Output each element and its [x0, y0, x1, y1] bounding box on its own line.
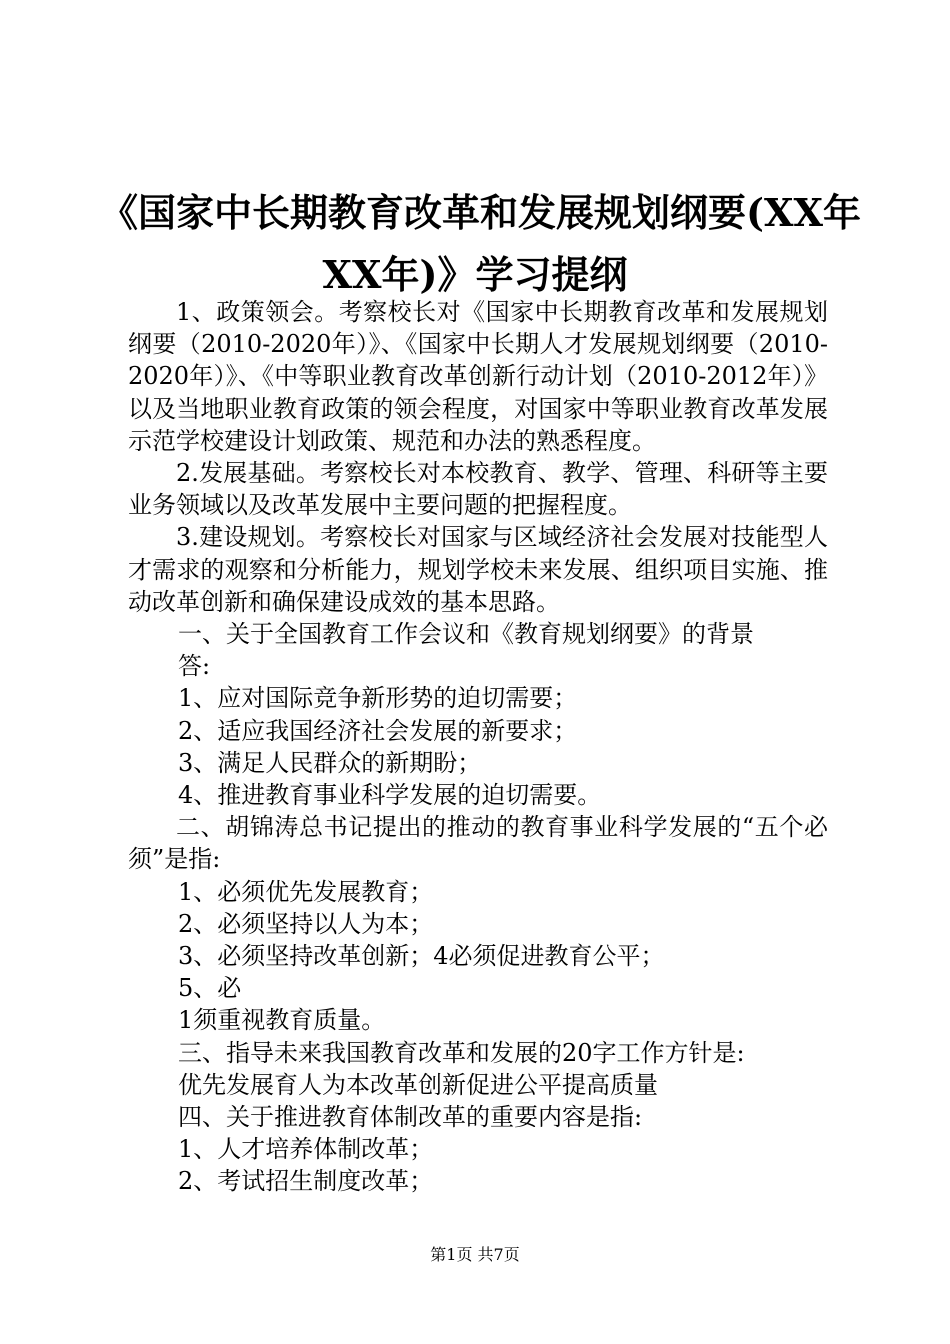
section-4-heading: 四、关于推进教育体制改革的重要内容是指: — [178, 1103, 643, 1132]
section-1-answer-label: 答: — [178, 652, 211, 681]
list-item: 1、必须优先发展教育； — [178, 877, 434, 906]
list-item: 1、人才培养体制改革； — [178, 1135, 434, 1164]
page-footer: 第1页 共7页 — [430, 1245, 520, 1264]
document-body — [128, 296, 828, 1198]
paragraph-policy: 1、政策领会。考察校长对《国家中长期教育改革和发展规划纲要（2010-2020年）》、《国家中长期人才发展规划纲要（2010-2020年）》、《中等职业教育改革创新行动计划（2010-2012年）》以及当地职业教育政策的领会程度，对国家中等职业教育改革发展示范学校建设计划政策、规范和办法的熟悉程度。 — [128, 298, 828, 455]
list-item: 4、推进教育事业科学发展的迫切需要。 — [178, 781, 602, 810]
list-item: 3、必须坚持改革创新；4必须促进教育公平； — [178, 942, 665, 971]
list-item: 5、必 — [178, 974, 242, 1003]
list-item: 1、应对国际竞争新形势的迫切需要； — [178, 684, 578, 713]
title-line-2: XX年)》学习提纲 — [322, 252, 628, 297]
section-3-heading: 三、指导未来我国教育改革和发展的20字工作方针是: — [178, 1038, 745, 1067]
list-item: 2、必须坚持以人为本； — [178, 909, 434, 938]
list-item: 3、满足人民群众的新期盼； — [178, 748, 482, 777]
paragraph-planning: 3.建设规划。考察校长对国家与区域经济社会发展对技能型人才需求的观察和分析能力，规划学校未来发展、组织项目实施、推动改革创新和确保建设成效的基本思路。 — [128, 523, 828, 616]
section-2-heading: 二、胡锦涛总书记提出的推动的教育事业科学发展的“五个必须”是指: — [128, 813, 828, 874]
list-item: 1须重视教育质量。 — [178, 1006, 386, 1035]
section-3-content: 优先发展育人为本改革创新促进公平提高质量 — [178, 1070, 658, 1099]
title-line-1: 《国家中长期教育改革和发展规划纲要(XX年 — [100, 190, 861, 235]
paragraph-foundation: 2.发展基础。考察校长对本校教育、教学、管理、科研等主要业务领域以及改革发展中主要问题的把握程度。 — [128, 459, 828, 520]
list-item: 2、适应我国经济社会发展的新要求； — [178, 716, 578, 745]
section-1-heading: 一、关于全国教育工作会议和《教育规划纲要》的背景 — [178, 620, 754, 649]
list-item: 2、考试招生制度改革； — [178, 1167, 434, 1196]
document-title — [100, 182, 861, 306]
